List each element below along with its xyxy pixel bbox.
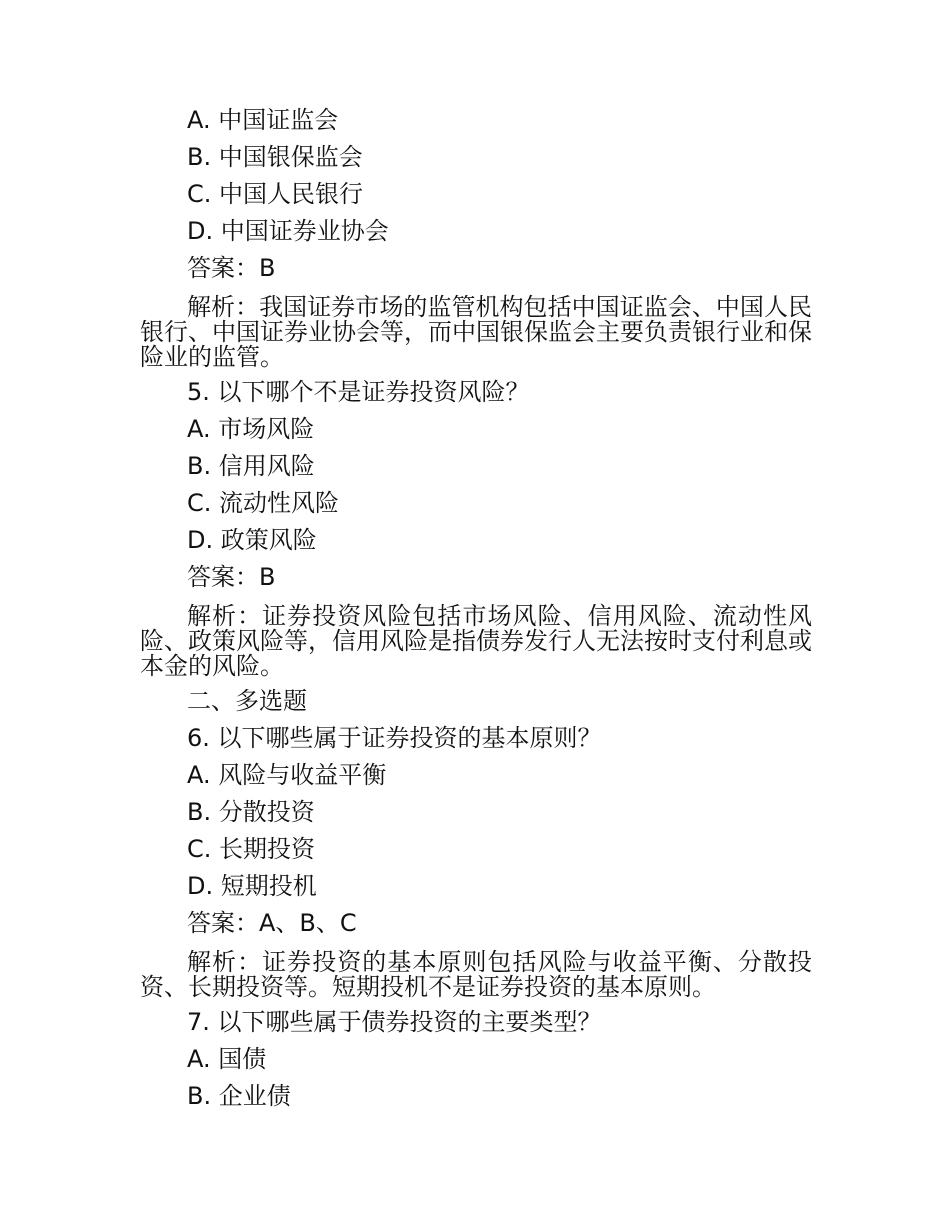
q4-answer: 答案：B: [187, 254, 276, 282]
q5-analysis: 解析：证券投资风险包括市场风险、信用风险、流动性风险、政策风险等，信用风险是指债券发行人无法按时支付利息或本金的风险。: [140, 602, 812, 680]
q4-option-d: D. 中国证券业协会: [187, 217, 389, 245]
q5-option-b: B. 信用风险: [187, 452, 315, 480]
q4-option-c: C. 中国人民银行: [187, 180, 364, 208]
q6-option-b: B. 分散投资: [187, 798, 315, 826]
q5-question: 5. 以下哪个不是证券投资风险？: [187, 378, 530, 406]
q6-option-d: D. 短期投机: [187, 872, 317, 900]
document-content: [140, 102, 812, 1115]
q5-answer: 答案：B: [187, 563, 276, 591]
q5-option-c: C. 流动性风险: [187, 489, 340, 517]
q7-option-b: B. 企业债: [187, 1082, 291, 1110]
q5-option-a: A. 市场风险: [187, 415, 315, 443]
section-title: 二、多选题: [187, 687, 307, 715]
q6-option-c: C. 长期投资: [187, 835, 316, 863]
q4-option-b: B. 中国银保监会: [187, 143, 363, 171]
q6-option-a: A. 风险与收益平衡: [187, 761, 387, 789]
q4-analysis: 解析：我国证券市场的监管机构包括中国证监会、中国人民银行、中国证券业协会等，而中国银保监会主要负责银行业和保险业的监管。: [140, 293, 812, 371]
q6-analysis: 解析：证券投资的基本原则包括风险与收益平衡、分散投资、长期投资等。短期投机不是证券投资的基本原则。: [140, 948, 812, 1001]
q6-answer: 答案：A、B、C: [187, 909, 357, 937]
q5-option-d: D. 政策风险: [187, 526, 317, 554]
q7-question: 7. 以下哪些属于债券投资的主要类型？: [187, 1008, 602, 1036]
q4-option-a: A. 中国证监会: [187, 106, 339, 134]
q6-question: 6. 以下哪些属于证券投资的基本原则？: [187, 724, 602, 752]
q7-option-a: A. 国债: [187, 1045, 267, 1073]
